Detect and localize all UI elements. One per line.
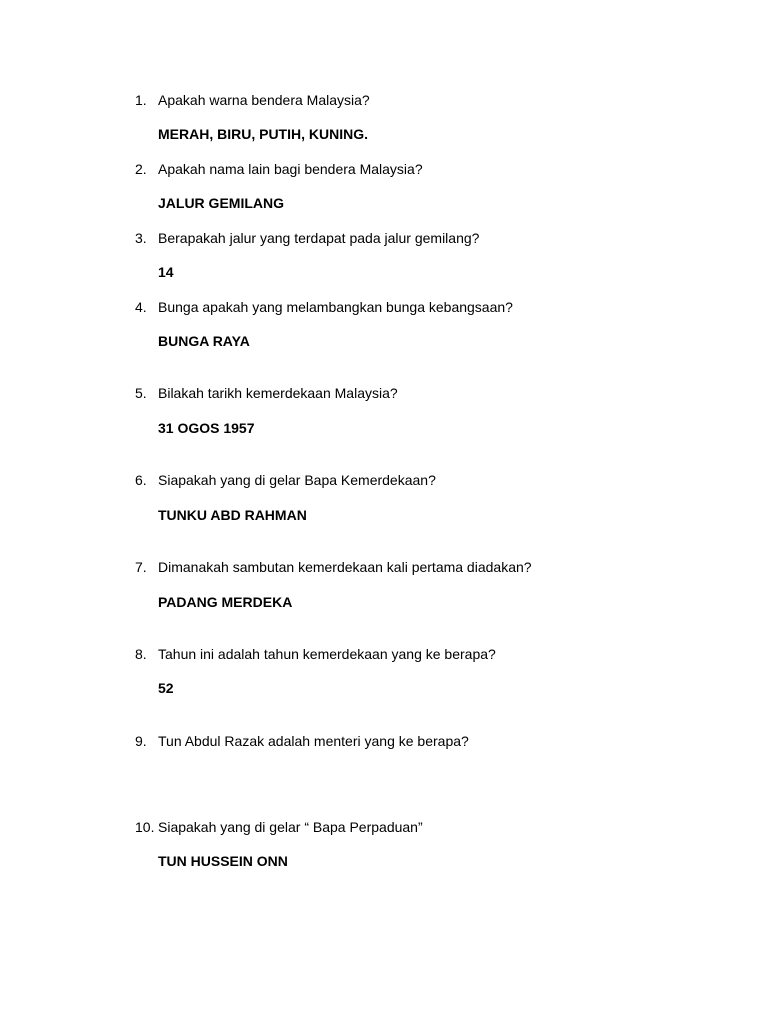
question-text: Berapakah jalur yang terdapat pada jalur gemilang? xyxy=(158,230,480,246)
question-5 xyxy=(135,384,398,402)
question-text: Apakah nama lain bagi bendera Malaysia? xyxy=(158,161,423,177)
question-text: Bunga apakah yang melambangkan bunga kebangsaan? xyxy=(158,299,513,315)
question-number: 7. xyxy=(135,559,147,575)
question-10 xyxy=(135,818,423,836)
question-2 xyxy=(135,160,423,178)
question-number: 3. xyxy=(135,230,147,246)
question-8 xyxy=(135,645,496,663)
question-7 xyxy=(135,558,532,576)
question-text: Siapakah yang di gelar Bapa Kemerdekaan? xyxy=(158,472,436,488)
question-6 xyxy=(135,471,436,489)
question-text: Tun Abdul Razak adalah menteri yang ke berapa? xyxy=(158,733,469,749)
answer-10: TUN HUSSEIN ONN xyxy=(158,853,288,869)
question-1 xyxy=(135,91,370,109)
question-text: Siapakah yang di gelar “ Bapa Perpaduan” xyxy=(158,819,423,835)
question-text: Bilakah tarikh kemerdekaan Malaysia? xyxy=(158,385,398,401)
answer-1: MERAH, BIRU, PUTIH, KUNING. xyxy=(158,126,368,142)
answer-6: TUNKU ABD RAHMAN xyxy=(158,507,307,523)
question-number: 5. xyxy=(135,385,147,401)
question-text: Dimanakah sambutan kemerdekaan kali pertama diadakan? xyxy=(158,559,532,575)
question-number: 10. xyxy=(135,819,155,835)
answer-7: PADANG MERDEKA xyxy=(158,594,293,610)
question-number: 6. xyxy=(135,472,147,488)
question-number: 9. xyxy=(135,733,147,749)
question-number: 2. xyxy=(135,161,147,177)
answer-8: 52 xyxy=(158,680,174,696)
answer-5: 31 OGOS 1957 xyxy=(158,420,255,436)
answer-3: 14 xyxy=(158,264,174,280)
question-text: Tahun ini adalah tahun kemerdekaan yang ke berapa? xyxy=(158,646,496,662)
question-9 xyxy=(135,732,469,750)
question-text: Apakah warna bendera Malaysia? xyxy=(158,92,370,108)
question-number: 8. xyxy=(135,646,147,662)
question-4 xyxy=(135,298,513,316)
question-number: 1. xyxy=(135,92,147,108)
answer-2: JALUR GEMILANG xyxy=(158,195,284,211)
question-number: 4. xyxy=(135,299,147,315)
answer-4: BUNGA RAYA xyxy=(158,333,250,349)
question-3 xyxy=(135,229,479,247)
